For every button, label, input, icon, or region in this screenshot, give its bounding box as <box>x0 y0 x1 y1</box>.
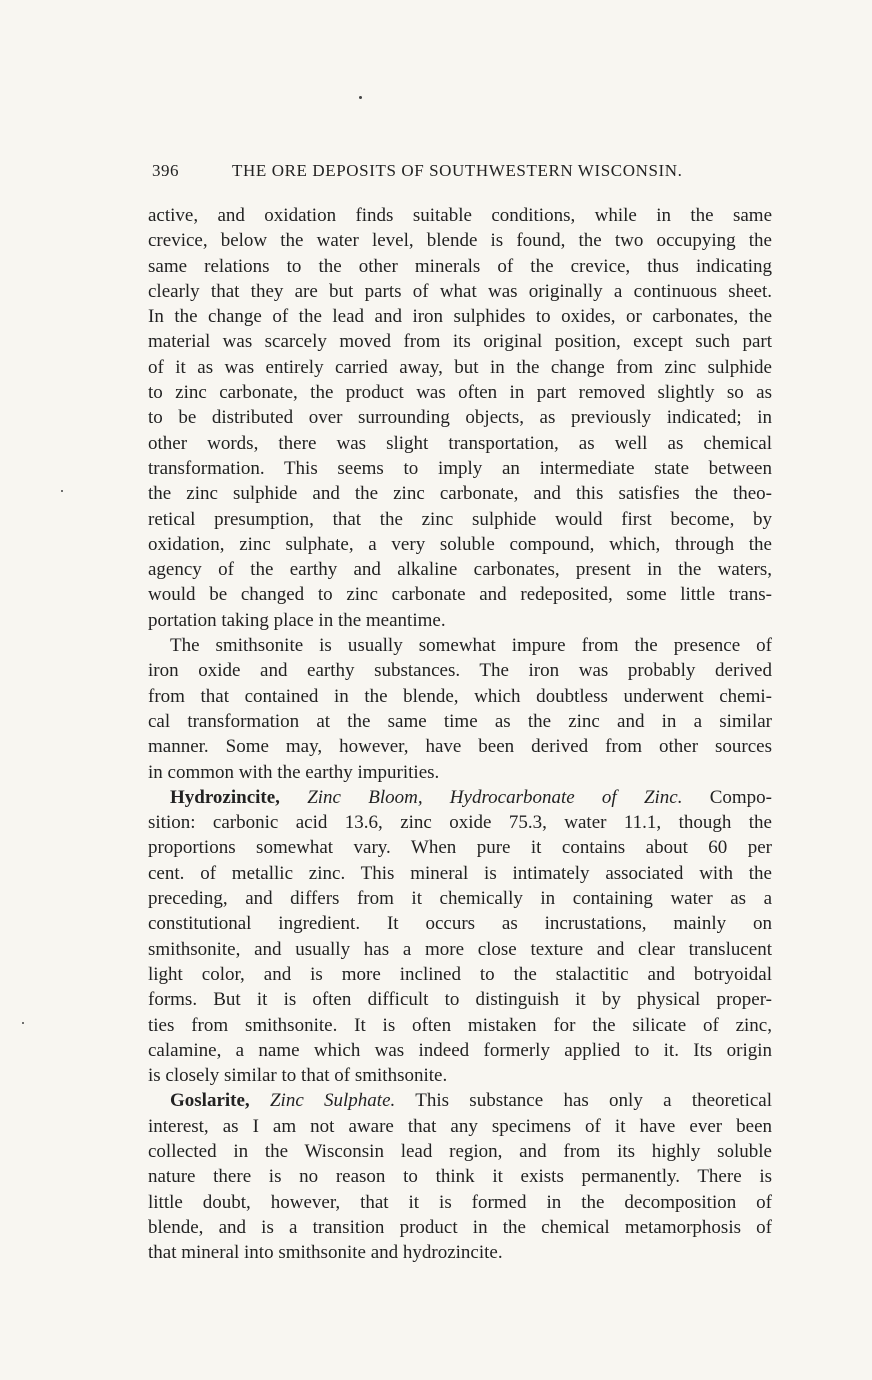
text-line: that mineral into smithsonite and hydrozincite. <box>148 1242 503 1264</box>
text-line: blende, and is a transition product in the chemical metamorphosis of <box>148 1216 772 1238</box>
mineral-synonyms: Zinc Sulphate. <box>269 1090 396 1112</box>
page-speck <box>22 1022 24 1024</box>
text-line: from that contained in the blende, which doubtless underwent chemi- <box>148 685 772 707</box>
text-line: light color, and is more inclined to the stalactitic and botryoidal <box>148 963 772 985</box>
page-speck <box>61 490 63 492</box>
mineral-term: Goslarite, <box>170 1090 250 1112</box>
text-line: In the change of the lead and iron sulphides to oxides, or carbonates, the <box>148 306 772 328</box>
text-line: The smithsonite is usually somewhat impure from the presence of <box>170 635 772 657</box>
text-line: of it as was entirely carried away, but in the change from zinc sulphide <box>148 356 772 378</box>
text-line: cal transformation at the same time as the zinc and in a similar <box>148 710 772 732</box>
text-line: agency of the earthy and alkaline carbonates, present in the waters, <box>148 559 772 581</box>
text-line: nature there is no reason to think it exists permanently. There is <box>148 1166 772 1188</box>
text-line: in common with the earthy impurities. <box>148 761 440 783</box>
text-line: to zinc carbonate, the product was often in part removed slightly so as <box>148 382 772 404</box>
text-line: clearly that they are but parts of what was originally a continuous sheet. <box>148 280 772 302</box>
text-line: manner. Some may, however, have been derived from other sources <box>148 736 772 758</box>
page-speck <box>359 96 362 99</box>
text-line: would be changed to zinc carbonate and redeposited, some little trans- <box>148 584 772 606</box>
mineral-synonyms: Zinc Bloom, Hydrocarbonate of Zinc. <box>307 786 683 808</box>
text-fragment: Compo- <box>709 786 773 808</box>
paragraph-oxidation <box>148 203 772 633</box>
text-line: smithsonite, and usually has a more close texture and clear translucent <box>148 938 772 960</box>
paragraph-smithsonite <box>148 633 772 785</box>
text-line: collected in the Wisconsin lead region, and from its highly soluble <box>148 1140 772 1162</box>
paragraph-goslarite <box>148 1088 772 1265</box>
page-number: 396 <box>152 161 179 180</box>
text-line: same relations to the other minerals of the crevice, thus indicating <box>148 255 772 277</box>
running-title: THE ORE DEPOSITS OF SOUTHWESTERN WISCONSIN. <box>232 161 683 180</box>
text-line: constitutional ingredient. It occurs as incrustations, mainly on <box>148 913 772 935</box>
text-line: ties from smithsonite. It is often mistaken for the silicate of zinc, <box>148 1014 772 1036</box>
text-fragment: This substance has only a theoretical <box>415 1090 772 1112</box>
text-line: oxidation, zinc sulphate, a very soluble compound, which, through the <box>148 533 772 555</box>
text-line <box>148 785 772 810</box>
text-line: interest, as I am not aware that any specimens of it have ever been <box>148 1115 772 1137</box>
text-line: little doubt, however, that it is formed in the decomposition of <box>148 1191 772 1213</box>
text-line: proportions somewhat vary. When pure it contains about 60 per <box>148 837 772 859</box>
text-line: cent. of metallic zinc. This mineral is intimately associated with the <box>148 862 772 884</box>
text-line: active, and oxidation finds suitable conditions, while in the same <box>148 205 772 226</box>
text-line: is closely similar to that of smithsonite. <box>148 1065 448 1087</box>
text-line: the zinc sulphide and the zinc carbonate, and this satisfies the theo- <box>148 483 772 505</box>
text-line: calamine, a name which was indeed formerly applied to it. Its origin <box>148 1039 772 1061</box>
text-line: to be distributed over surrounding objects, as previously indicated; in <box>148 407 772 429</box>
text-line: crevice, below the water level, blende is found, the two occupying the <box>148 230 772 252</box>
text-line: other words, there was slight transportation, as well as chemical <box>148 432 772 454</box>
text-line: material was scarcely moved from its original position, except such part <box>148 331 772 353</box>
text-line: iron oxide and earthy substances. The iron was probably derived <box>148 660 772 682</box>
text-line: preceding, and differs from it chemically in containing water as a <box>148 888 772 910</box>
running-header <box>152 161 774 185</box>
text-line: forms. But it is often difficult to distinguish it by physical proper- <box>148 989 772 1011</box>
text-line: portation taking place in the meantime. <box>148 609 446 631</box>
text-line: sition: carbonic acid 13.6, zinc oxide 75.3, water 11.1, though the <box>148 812 772 834</box>
body-text <box>148 203 772 1265</box>
text-line: retical presumption, that the zinc sulphide would first become, by <box>148 508 772 530</box>
text-line: transformation. This seems to imply an intermediate state between <box>148 457 772 479</box>
text-line <box>148 1088 772 1113</box>
paragraph-hydrozincite <box>148 785 772 1089</box>
mineral-term: Hydrozincite, <box>170 786 280 808</box>
